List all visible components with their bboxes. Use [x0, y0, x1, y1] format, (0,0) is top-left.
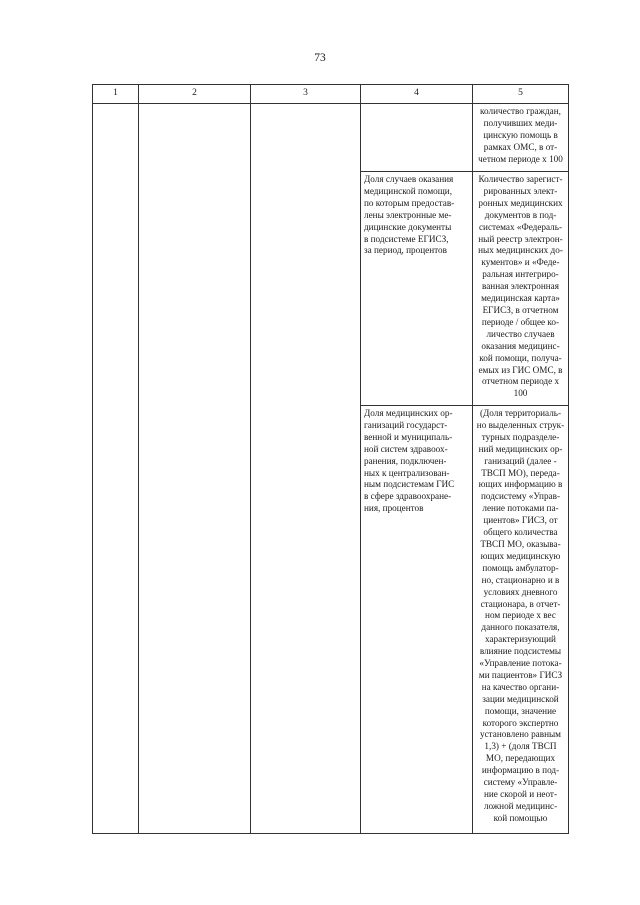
text-line: рированных элект- — [483, 185, 558, 196]
text-line: данного показателя, — [481, 622, 560, 633]
text-line: ганизаций государст- — [364, 419, 448, 430]
text-line: подсистему «Управ- — [480, 491, 561, 502]
text-line: ющих медицинскую — [480, 550, 561, 561]
text-line: общего количества — [483, 527, 558, 538]
cell-col2 — [139, 104, 251, 834]
text-line: «Управление потока- — [479, 658, 562, 669]
text-line: лены электронные ме- — [364, 209, 452, 220]
text-line: ганизаций (далее - — [484, 455, 557, 466]
text-line: Доля случаев оказания — [364, 174, 454, 184]
text-line: 1,3) + (доля ТВСП — [484, 741, 557, 752]
text-line: цинскую помощь в — [483, 129, 558, 140]
text-line: (Доля территориаль- — [479, 408, 562, 418]
text-line: МО, передающих — [485, 753, 556, 764]
text-line: кументов» и «Феде- — [481, 257, 560, 268]
text-line: личество случаев — [486, 328, 555, 339]
text-line: ление потоками па- — [482, 503, 559, 514]
text-line: медицинская карта» — [481, 293, 560, 304]
text-line: по которым предостав- — [364, 197, 455, 208]
text-line: ющих информацию в — [478, 479, 563, 490]
text-line: но выделенных струк- — [476, 419, 565, 430]
text-line: четном периоде х 100 — [478, 153, 563, 164]
indicator-cell — [361, 104, 473, 172]
text-line: условиях дневного — [483, 586, 558, 597]
formula-cell — [473, 406, 569, 834]
text-line: ми пациентов» ГИСЗ — [478, 669, 563, 680]
text-line: которого экспертно — [482, 717, 559, 728]
text-line: кой помощи, получа- — [479, 352, 562, 363]
page-number: 73 — [314, 52, 326, 64]
text-line: циентов» ГИСЗ, от — [483, 515, 558, 526]
text-line: на качество органи- — [481, 681, 560, 692]
text-line: за период, процентов — [364, 245, 447, 256]
text-line: систему «Управле- — [483, 777, 558, 788]
text-line: ранения, подключен- — [364, 455, 447, 466]
text-line: рамках ОМС, в от- — [483, 141, 558, 152]
text-line: установлено равным — [480, 729, 561, 740]
text-line: информацию в под- — [481, 765, 560, 776]
text-line: ЕГИСЗ, в отчетном — [482, 304, 559, 315]
text-line: дицинские документы — [364, 221, 452, 232]
cell-col3 — [251, 104, 361, 834]
text-line: документов в под- — [484, 209, 557, 220]
text-line: количество граждан, — [480, 106, 561, 116]
table-row — [93, 104, 569, 172]
text-line: оказания медицинс- — [481, 340, 560, 351]
text-line: емых из ГИС ОМС, в — [478, 364, 563, 375]
text-line: венной и муниципаль- — [364, 431, 453, 442]
text-line: турных подразделе- — [481, 431, 560, 442]
text-line: зации медицинской — [482, 693, 559, 704]
text-line: в сфере здравоохране- — [364, 491, 452, 502]
indicator-cell — [361, 172, 473, 406]
text-line: помощи, значение — [484, 705, 557, 716]
table-header-row — [93, 85, 569, 104]
text-line: влияние подсистемы — [479, 646, 562, 657]
text-line: ральная интегриро- — [482, 269, 559, 280]
text-line: 100 — [513, 388, 528, 399]
text-line: ний медицинских ор- — [478, 443, 563, 454]
column-header-1: 1 — [93, 85, 139, 104]
indicator-table — [92, 84, 569, 834]
text-line: Доля медицинских ор- — [364, 408, 453, 418]
text-line: кой помощью — [493, 812, 548, 823]
cell-col1 — [93, 104, 139, 834]
text-line: ния, процентов — [364, 503, 424, 514]
column-header-4: 4 — [361, 85, 473, 104]
column-header-2: 2 — [139, 85, 251, 104]
text-line: в подсистеме ЕГИСЗ, — [364, 233, 449, 244]
text-line: но, стационарно и в — [481, 574, 560, 585]
text-line: ном периоде х вес — [485, 610, 556, 621]
text-line: ных к централизован- — [364, 467, 450, 478]
text-line: ложной медицинс- — [483, 800, 558, 811]
formula-cell — [473, 104, 569, 172]
text-line: системах «Федераль- — [478, 221, 563, 232]
text-line: ной систем здравоох- — [364, 443, 448, 454]
text-line: стационара, в отчет- — [480, 598, 561, 609]
text-line: периоде / общее ко- — [481, 316, 560, 327]
text-line: ванная электронная — [482, 281, 559, 292]
text-line: ных медицинских до- — [478, 245, 563, 256]
text-line: отчетном периоде х — [481, 376, 560, 387]
text-line: ный реестр электрон- — [478, 233, 563, 244]
text-line: ТВСП МО, оказыва- — [480, 538, 561, 549]
text-line: помощь амбулатор- — [482, 562, 559, 573]
column-header-5: 5 — [473, 85, 569, 104]
text-line: ронных медицинских — [478, 197, 563, 208]
text-line: характеризующий — [485, 634, 556, 645]
column-header-3: 3 — [251, 85, 361, 104]
text-line: ние скорой и неот- — [483, 789, 558, 799]
text-line: ТВСП МО), переда- — [481, 467, 560, 478]
formula-cell — [473, 172, 569, 406]
text-line: получивших меди- — [483, 117, 558, 128]
indicator-cell — [361, 406, 473, 834]
text-line: Количество зарегист- — [478, 174, 563, 184]
text-line: медицинской помощи, — [364, 185, 453, 196]
text-line: ным подсистемам ГИС — [364, 479, 455, 490]
